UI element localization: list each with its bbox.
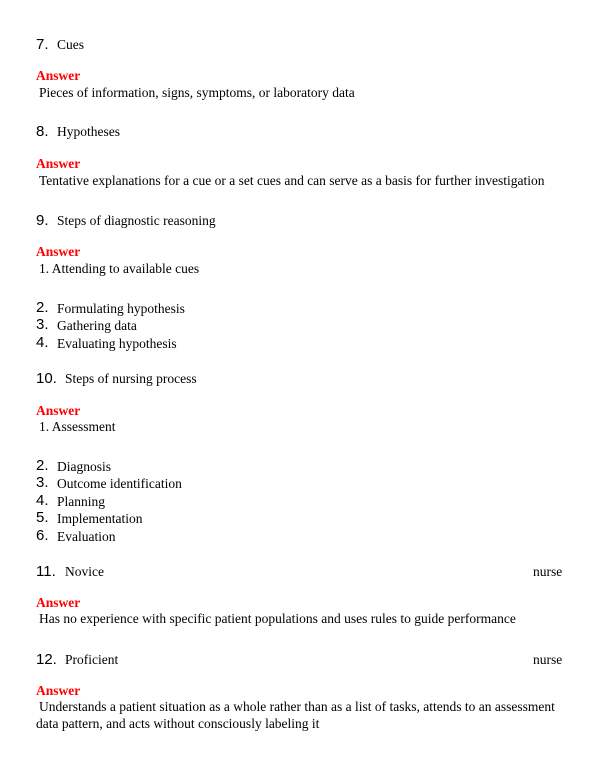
list-item: Evaluating hypothesis bbox=[57, 336, 177, 351]
answer-text: 1. Assessment bbox=[39, 419, 116, 434]
question-term: Cues bbox=[57, 37, 84, 52]
answer-label: Answer bbox=[36, 683, 81, 698]
answer-label: Answer bbox=[36, 595, 81, 610]
question-term: Steps of diagnostic reasoning bbox=[57, 213, 216, 228]
question-number: 10. bbox=[36, 370, 57, 387]
list-item: Implementation bbox=[57, 511, 143, 526]
list-item: Outcome identification bbox=[57, 476, 182, 491]
answer-text: Understands a patient situation as a whole rather than as a list of tasks, attends to an assessment bbox=[39, 699, 555, 714]
answer-text: Tentative explanations for a cue or a set cues and can serve as a basis for further investigation bbox=[39, 173, 545, 188]
answer-label: Answer bbox=[36, 244, 81, 259]
answer-label: Answer bbox=[36, 403, 81, 418]
question-term: Proficient bbox=[65, 652, 119, 667]
question-number: 12. bbox=[36, 651, 57, 668]
question-term: Novice bbox=[65, 564, 104, 579]
list-item: Diagnosis bbox=[57, 459, 111, 474]
list-number: 5. bbox=[36, 509, 49, 526]
question-number: 7. bbox=[36, 36, 49, 53]
question-term: Hypotheses bbox=[57, 124, 120, 139]
list-number: 3. bbox=[36, 316, 49, 333]
list-item: Evaluation bbox=[57, 529, 116, 544]
list-number: 3. bbox=[36, 474, 49, 491]
list-item: Planning bbox=[57, 494, 106, 509]
list-number: 2. bbox=[36, 299, 49, 316]
list-item: Formulating hypothesis bbox=[57, 301, 185, 316]
answer-text: Has no experience with specific patient populations and uses rules to guide performance bbox=[39, 611, 516, 626]
list-number: 6. bbox=[36, 527, 49, 544]
list-number: 4. bbox=[36, 492, 49, 509]
question-number: 9. bbox=[36, 212, 49, 229]
answer-text: 1. Attending to available cues bbox=[39, 261, 200, 276]
question-term: Steps of nursing process bbox=[65, 371, 197, 386]
question-suffix: nurse bbox=[533, 652, 563, 667]
list-item: Gathering data bbox=[57, 318, 137, 333]
answer-label: Answer bbox=[36, 156, 81, 171]
question-number: 8. bbox=[36, 123, 49, 140]
answer-label: Answer bbox=[36, 68, 81, 83]
answer-text: data pattern, and acts without consciously labeling it bbox=[36, 716, 320, 731]
list-number: 2. bbox=[36, 457, 49, 474]
answer-text: Pieces of information, signs, symptoms, or laboratory data bbox=[39, 85, 355, 100]
question-number: 11. bbox=[36, 563, 56, 580]
list-number: 4. bbox=[36, 334, 49, 351]
question-suffix: nurse bbox=[533, 564, 563, 579]
